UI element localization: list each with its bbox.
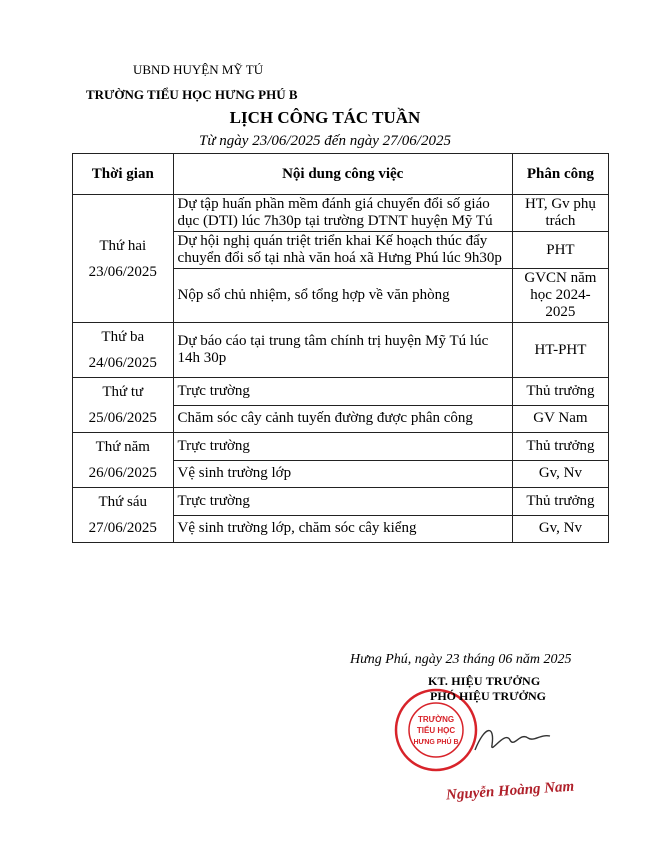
day-date: 27/06/2025 [88, 520, 157, 536]
school-name: TRƯỜNG TIỂU HỌC HƯNG PHÚ B [86, 87, 298, 102]
task-assignee: Thủ trưởng [512, 488, 608, 516]
day-date: 25/06/2025 [88, 410, 157, 426]
header-content: Nội dung công việc [173, 154, 512, 195]
task-assignee: HT-PHT [512, 323, 608, 378]
day-name: Thứ sáu [98, 494, 148, 510]
svg-text:TIỂU HỌC: TIỂU HỌC [416, 726, 456, 735]
task-content: Nộp sổ chủ nhiệm, sổ tổng hợp về văn phòng [173, 269, 512, 323]
signer-name: Nguyễn Hoàng Nam [445, 778, 575, 804]
signature-scribble [470, 720, 560, 760]
task-content: Vệ sinh trường lớp, chăm sóc cây kiểng [173, 515, 512, 543]
table-row [73, 488, 609, 516]
document-title: LỊCH CÔNG TÁC TUẦN [229, 108, 421, 127]
task-content: Chăm sóc cây cảnh tuyến đường được phân công [173, 405, 512, 433]
task-content: Dự báo cáo tại trung tâm chính trị huyện Mỹ Tú lúc 14h 30p [173, 323, 512, 378]
day-date: 24/06/2025 [88, 355, 157, 371]
task-content: Dự hội nghị quán triệt triển khai Kế hoạch thúc đẩy chuyển đổi số tại nhà văn hoá xã Hưng Phú lúc 9h30p [173, 232, 512, 269]
day-cell [73, 323, 174, 378]
svg-text:HƯNG PHÚ B: HƯNG PHÚ B [413, 739, 459, 746]
table-row [73, 195, 609, 232]
task-assignee: Gv, Nv [512, 515, 608, 543]
task-assignee: PHT [512, 232, 608, 269]
day-cell [73, 195, 174, 323]
table-row [73, 323, 609, 378]
sign-line-1: KT. HIỆU TRƯỞNG [428, 674, 541, 688]
header-assign: Phân công [512, 154, 608, 195]
task-content: Trực trường [173, 488, 512, 516]
table-row [73, 433, 609, 461]
task-content: Vệ sinh trường lớp [173, 460, 512, 488]
day-name: Thứ năm [95, 439, 150, 455]
day-cell [73, 488, 174, 543]
day-date: 26/06/2025 [88, 465, 157, 481]
table-header-row [73, 154, 609, 195]
day-cell [73, 433, 174, 488]
task-assignee: GV Nam [512, 405, 608, 433]
task-assignee: HT, Gv phụ trách [512, 195, 608, 232]
table-row [73, 378, 609, 406]
task-content: Trực trường [173, 378, 512, 406]
task-assignee: Gv, Nv [512, 460, 608, 488]
sign-line-2: PHÓ HIỆU TRƯỞNG [430, 689, 547, 703]
task-assignee: Thủ trưởng [512, 378, 608, 406]
day-cell [73, 378, 174, 433]
task-assignee: Thủ trưởng [512, 433, 608, 461]
header-time: Thời gian [73, 154, 174, 195]
day-date: 23/06/2025 [88, 263, 157, 280]
task-content: Dự tập huấn phần mềm đánh giá chuyển đổi số giáo dục (DTI) lúc 7h30p tại trường DTNT huyện Mỹ Tú [173, 195, 512, 232]
day-name: Thứ tư [102, 384, 144, 400]
schedule-body [73, 195, 609, 543]
day-name: Thứ hai [99, 237, 147, 254]
day-name: Thứ ba [101, 329, 145, 345]
district-name: UBND HUYỆN MỸ TÚ [133, 62, 264, 77]
schedule-table [72, 153, 609, 543]
task-content: Trực trường [173, 433, 512, 461]
task-assignee: GVCN năm học 2024-2025 [512, 269, 608, 323]
date-range: Từ ngày 23/06/2025 đến ngày 27/06/2025 [199, 133, 451, 149]
place-date: Hưng Phú, ngày 23 tháng 06 năm 2025 [350, 652, 572, 667]
svg-text:TRƯỜNG: TRƯỜNG [417, 715, 455, 724]
